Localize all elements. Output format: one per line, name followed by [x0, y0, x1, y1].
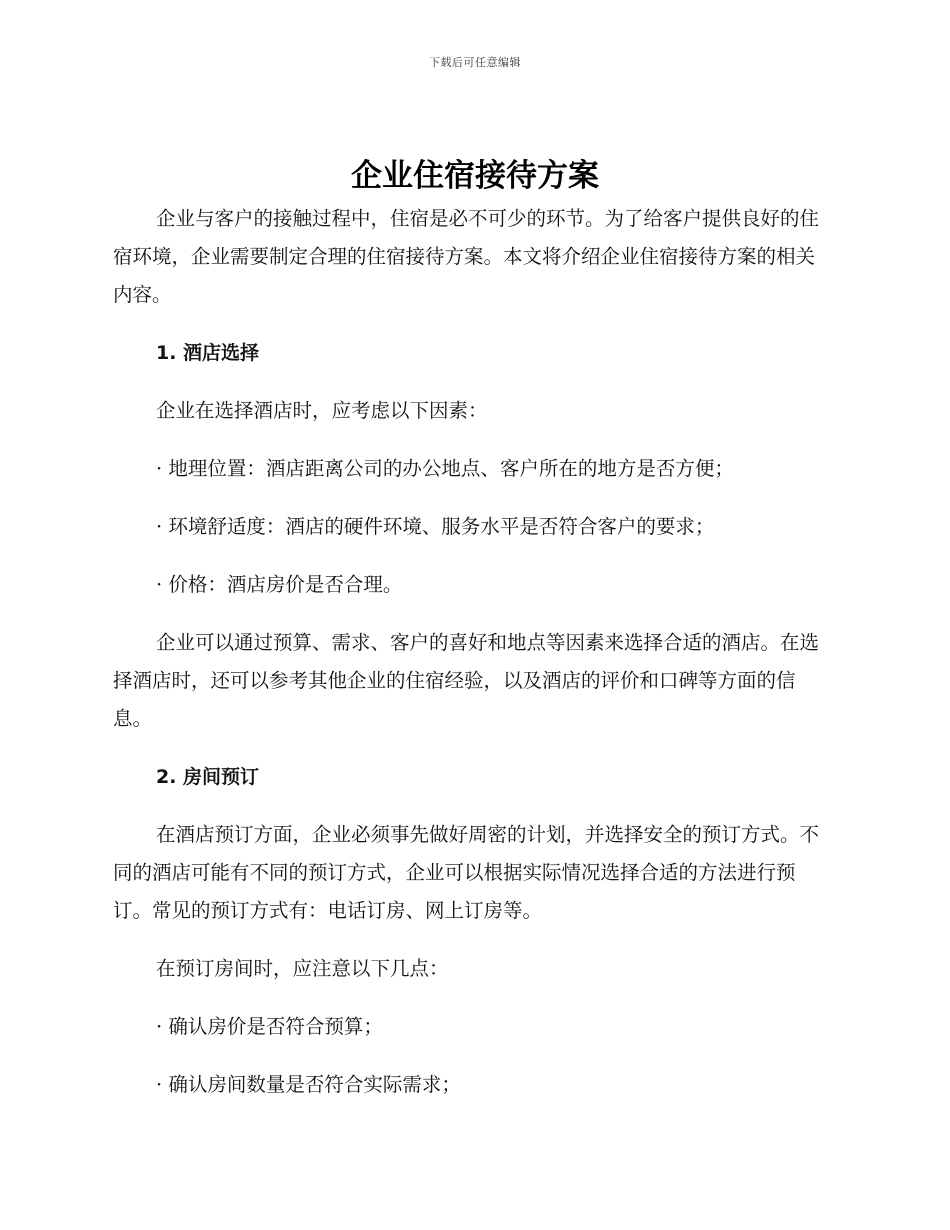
bullet-price: · 价格：酒店房价是否合理。	[156, 573, 403, 596]
bullet-location: · 地理位置：酒店距离公司的办公地点、客户所在的地方是否方便；	[156, 457, 734, 480]
document-body	[113, 200, 833, 1104]
header-note: 下载后可任意编辑	[429, 56, 521, 69]
document-title: 企业住宿接待方案	[351, 158, 599, 194]
hotel-selection-summary: 企业可以通过预算、需求、客户的喜好和地点等因素来选择合适的酒店。在选择酒店时，还可以参考其他企业的住宿经验，以及酒店的评价和口碑等方面的信息。	[113, 631, 820, 730]
room-booking-paragraph: 在酒店预订方面，企业必须事先做好周密的计划，并选择安全的预订方式。不同的酒店可能有不同的预订方式，企业可以根据实际情况选择合适的方法进行预订。常见的预订方式有：电话订房、网上订房等。	[113, 823, 820, 922]
intro-paragraph: 企业与客户的接触过程中，住宿是必不可少的环节。为了给客户提供良好的住宿环境，企业需要制定合理的住宿接待方案。本文将介绍企业住宿接待方案的相关内容。	[113, 207, 820, 306]
section-heading-room-booking: 2. 房间预订	[156, 766, 260, 788]
bullet-confirm-price: · 确认房价是否符合预算；	[156, 1015, 383, 1038]
section-heading-hotel-selection: 1. 酒店选择	[156, 342, 260, 364]
bullet-comfort: · 环境舒适度：酒店的硬件环境、服务水平是否符合客户的要求；	[156, 515, 715, 538]
bullet-confirm-rooms: · 确认房间数量是否符合实际需求；	[156, 1073, 461, 1096]
hotel-selection-lead: 企业在选择酒店时，应考虑以下因素：	[156, 399, 488, 422]
room-booking-lead: 在预订房间时，应注意以下几点：	[156, 957, 449, 980]
